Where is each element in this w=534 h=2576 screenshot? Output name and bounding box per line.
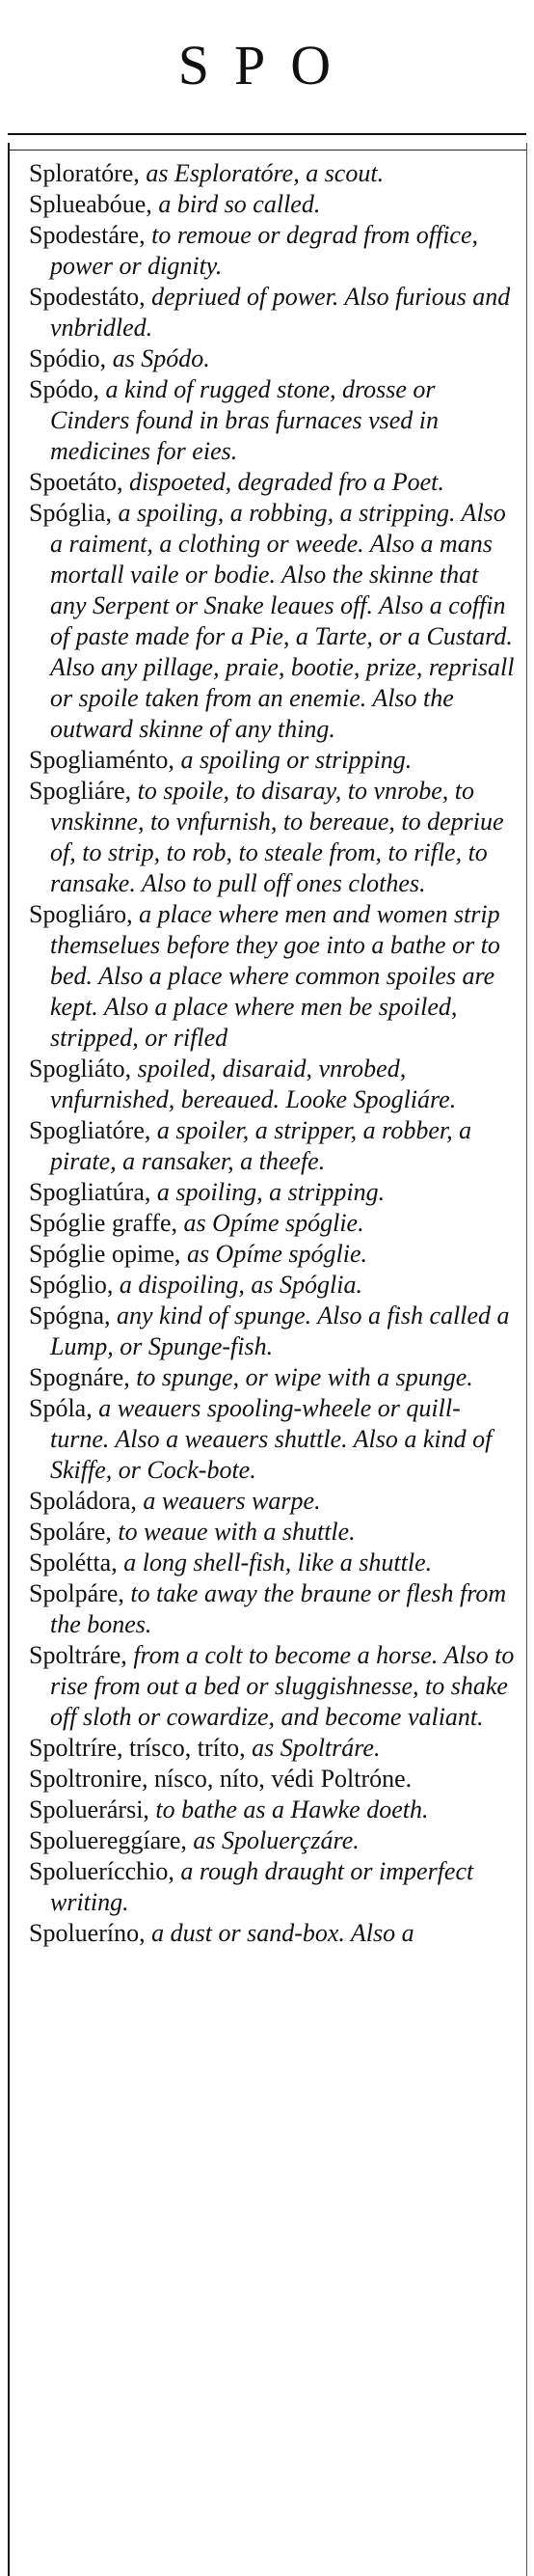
entry-definition: a weauers spooling-wheele or quill-turne. Also a weauers shuttle. Also a kind of Skiffe, or Cock-bote.: [50, 1394, 493, 1484]
dictionary-entry: [29, 899, 517, 1054]
entry-definition: as Opíme spóglie.: [186, 1240, 367, 1268]
entry-headword: Spolétta,: [29, 1548, 118, 1576]
dictionary-entry: [29, 1270, 517, 1301]
dictionary-column: [8, 143, 527, 2576]
dictionary-entry: [29, 189, 517, 220]
entry-definition: a spoiling, a robbing, a stripping. Also a raiment, a clothing or weede. Also a mans mortall vaile or bodie. Also the skinne that any Serpent or Snake leaues off. Also a coffin of paste made for a Pie, a Tarte, or a Custard. Also any pillage, praie, bootie, prize, reprisall or spoile taken from an enemie. Also the outward skinne of any thing.: [50, 499, 515, 743]
entry-headword: Spoltríre, trísco, tríto,: [29, 1734, 246, 1762]
entry-definition: a weauers warpe.: [143, 1487, 321, 1515]
dictionary-entry: [29, 374, 517, 467]
column-top-rule: [10, 150, 526, 151]
entry-definition: to take away the braune or flesh from the bones.: [50, 1579, 507, 1638]
entry-headword: Spolpáre,: [29, 1579, 124, 1607]
entry-definition: depriued of power. Also furious and vnbridled.: [50, 283, 511, 342]
entry-headword: Spoluerícchio,: [29, 1857, 174, 1885]
entry-headword: Spogliáre,: [29, 777, 132, 805]
dictionary-entry: [29, 1115, 517, 1177]
entry-definition: from a colt to become a horse. Also to rise from out a bed or sluggishnesse, to shake off sloth or cowardize, and become valiant.: [50, 1641, 515, 1731]
page-header: [0, 0, 534, 143]
dictionary-entry: [29, 1486, 517, 1517]
dictionary-entry: [29, 1764, 517, 1795]
entry-headword: Spóglio,: [29, 1271, 114, 1299]
entry-headword: Spóglie graffe,: [29, 1209, 178, 1237]
dictionary-entry: [29, 220, 517, 282]
entry-headword: Spoluerársi,: [29, 1795, 149, 1823]
entry-headword: Spoetáto,: [29, 468, 123, 496]
entry-definition: a kind of rugged stone, drosse or Cinders found in bras furnaces vsed in medicines for eies.: [50, 375, 439, 465]
entry-definition: to bathe as a Hawke doeth.: [155, 1795, 429, 1823]
dictionary-entry: [29, 1362, 517, 1393]
entry-definition: to spunge, or wipe with a spunge.: [136, 1363, 473, 1391]
dictionary-entry: [29, 498, 517, 745]
entry-headword: Spogliáro,: [29, 900, 133, 928]
entry-definition: a long shell-fish, like a shuttle.: [123, 1548, 433, 1576]
dictionary-entry: [29, 343, 517, 374]
entry-definition: a rough draught or imperfect writing.: [50, 1857, 474, 1916]
entry-headword: Spoltráre,: [29, 1641, 127, 1669]
entry-list: [29, 158, 517, 1949]
entry-headword: Spolueríno,: [29, 1919, 146, 1947]
entry-headword: Spodestáto,: [29, 283, 146, 311]
entry-headword: Spógna,: [29, 1302, 111, 1329]
entry-headword: Spoluereggíare,: [29, 1826, 187, 1854]
entry-definition: a dispoiling, as Spóglia.: [119, 1271, 362, 1299]
dictionary-entry: [29, 745, 517, 776]
entry-headword: Splueabóue,: [29, 190, 152, 218]
entry-headword: Spódo,: [29, 375, 99, 403]
dictionary-entry: [29, 1393, 517, 1486]
entry-headword: Spóglia,: [29, 499, 112, 527]
entry-definition: as Spoltráre.: [252, 1734, 381, 1762]
dictionary-entry: [29, 1239, 517, 1270]
page-title: SPO: [177, 34, 357, 96]
entry-headword: Spóla,: [29, 1394, 93, 1422]
entry-headword: Spogliatóre,: [29, 1116, 151, 1144]
entry-definition: to weaue with a shuttle.: [118, 1518, 356, 1546]
dictionary-entry: [29, 1177, 517, 1208]
dictionary-entry: [29, 1301, 517, 1362]
entry-headword: Spogliáto,: [29, 1055, 132, 1082]
entry-headword: Spódio,: [29, 344, 107, 372]
dictionary-entry: [29, 282, 517, 343]
entry-headword: Spóglie opime,: [29, 1240, 181, 1268]
entry-definition: as Spódo.: [112, 344, 210, 372]
entry-headword: Spognáre,: [29, 1363, 130, 1391]
dictionary-entry: [29, 1795, 517, 1825]
entry-definition: as Opíme spóglie.: [183, 1209, 364, 1237]
entry-definition: to remoue or degrad from office, power or dignity.: [50, 221, 479, 280]
dictionary-entry: [29, 1208, 517, 1239]
dictionary-entry: [29, 1640, 517, 1733]
entry-definition: spoiled, disaraid, vnrobed, vnfurnished, bereaued. Looke Spogliáre.: [50, 1055, 457, 1113]
entry-definition: to spoile, to disaray, to vnrobe, to vnskinne, to vnfurnish, to bereaue, to depriue of, to strip, to rob, to steale from, to rifle, to ransake. Also to pull off ones clothes.: [50, 777, 504, 897]
dictionary-entry: [29, 1517, 517, 1548]
entry-definition: a place where men and women strip themselues before they goe into a bathe or to bed. Also a place where common spoiles are kept. Also a place where men be spoiled, stripped, or rifled: [50, 900, 500, 1052]
dictionary-entry: [29, 1578, 517, 1640]
entry-headword: Spoláre,: [29, 1518, 112, 1546]
dictionary-entry: [29, 1825, 517, 1856]
header-rule: [8, 133, 526, 135]
entry-definition: a dust or sand-box. Also a: [151, 1919, 414, 1947]
entry-headword: Spogliaménto,: [29, 746, 174, 774]
entry-definition: a bird so called.: [158, 190, 321, 218]
dictionary-entry: [29, 1548, 517, 1578]
entry-definition: a spoiling, a stripping.: [156, 1178, 386, 1206]
entry-definition: any kind of spunge. Also a fish called a Lump, or Spunge-fish.: [50, 1302, 510, 1360]
dictionary-entry: [29, 776, 517, 899]
dictionary-entry: [29, 1054, 517, 1115]
dictionary-entry: [29, 1733, 517, 1764]
entry-definition: a spoiling or stripping.: [180, 746, 413, 774]
dictionary-entry: [29, 1856, 517, 1918]
entry-headword: Spoltronire, nísco, níto, védi Poltróne.: [29, 1765, 413, 1793]
dictionary-entry: [29, 467, 517, 498]
entry-definition: as Spoluerçzáre.: [193, 1826, 360, 1854]
entry-headword: Spodestáre,: [29, 221, 146, 249]
entry-definition: as Esploratóre, a scout.: [146, 159, 385, 187]
entry-headword: Sploratóre,: [29, 159, 140, 187]
entry-definition: dispoeted, degraded fro a Poet.: [129, 468, 444, 496]
entry-headword: Spogliatúra,: [29, 1178, 151, 1206]
entry-headword: Spoládora,: [29, 1487, 137, 1515]
entry-definition: a spoiler, a stripper, a robber, a pirate, a ransaker, a theefe.: [50, 1116, 472, 1175]
dictionary-entry: [29, 1918, 517, 1949]
dictionary-entry: [29, 158, 517, 189]
